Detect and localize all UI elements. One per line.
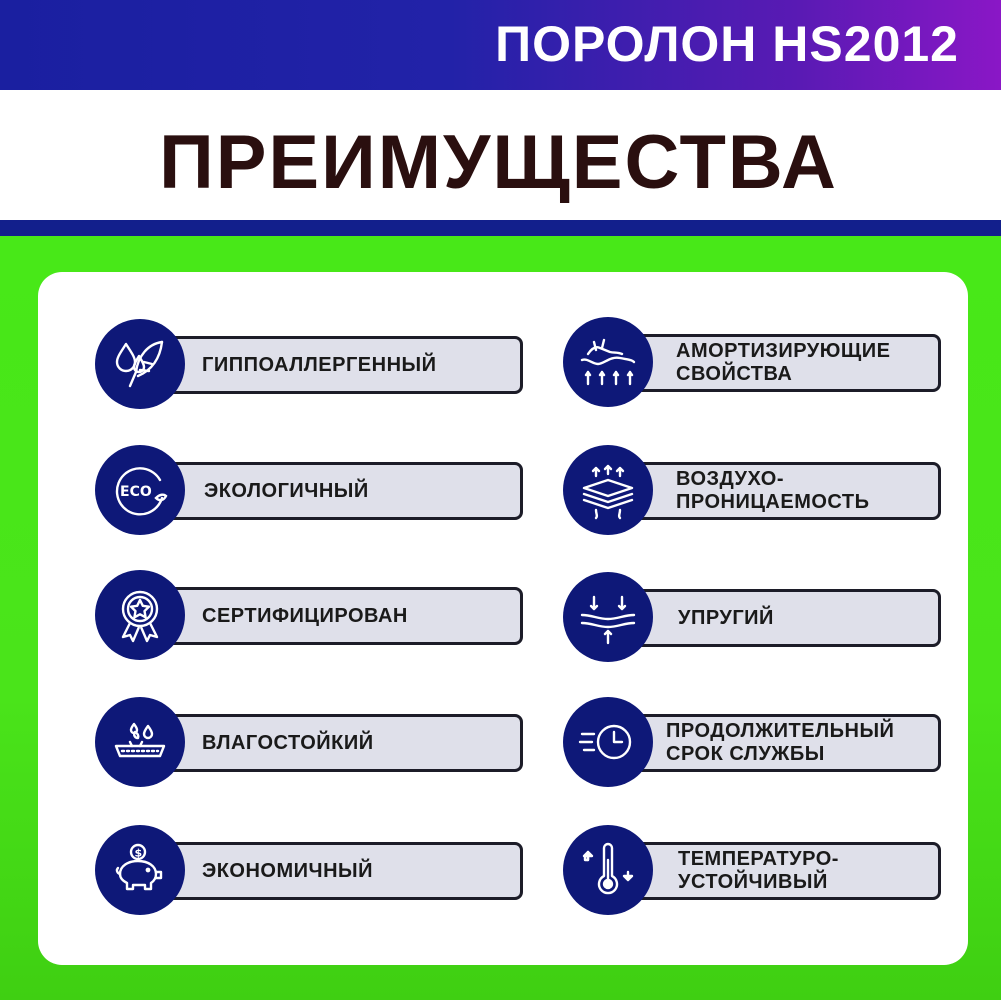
water-resistant-icon bbox=[95, 697, 185, 787]
thermometer-icon bbox=[563, 825, 653, 915]
feature-label: СЕРТИФИЦИРОВАН bbox=[202, 604, 408, 627]
feature-water-resistant bbox=[95, 697, 470, 787]
feature-pill bbox=[159, 336, 523, 394]
feature-label: УПРУГИЙ bbox=[678, 606, 774, 629]
feature-cushioning bbox=[563, 317, 943, 407]
feature-certified bbox=[95, 570, 470, 660]
feature-ecological bbox=[95, 445, 470, 535]
feature-economical bbox=[95, 825, 470, 915]
feature-breathable bbox=[563, 445, 943, 535]
page-heading: ПРЕИМУЩЕСТВА bbox=[159, 120, 838, 205]
eco-icon bbox=[95, 445, 185, 535]
breathable-layers-icon bbox=[563, 445, 653, 535]
feature-label: ЭКОНОМИЧНЫЙ bbox=[202, 859, 373, 882]
feature-pill bbox=[159, 587, 523, 645]
elastic-icon bbox=[563, 572, 653, 662]
feature-label: ВОЗДУХО- ПРОНИЦАЕМОСТЬ bbox=[676, 468, 870, 513]
award-medal-icon bbox=[95, 570, 185, 660]
feature-pill bbox=[627, 334, 941, 392]
svg-text:$: $ bbox=[134, 846, 143, 860]
feature-pill bbox=[627, 589, 941, 647]
feature-label: ТЕМПЕРАТУРО- УСТОЙЧИВЫЙ bbox=[678, 848, 839, 893]
feature-label: ГИППОАЛЛЕРГЕННЫЙ bbox=[202, 353, 437, 376]
feature-pill bbox=[627, 462, 941, 520]
fast-clock-icon bbox=[563, 697, 653, 787]
product-title: ПОРОЛОН HS2012 bbox=[495, 16, 959, 72]
features-card bbox=[38, 272, 968, 965]
feature-label: ЭКОЛОГИЧНЫЙ bbox=[204, 479, 369, 502]
heading-divider bbox=[0, 220, 1001, 236]
drops-feather-icon bbox=[95, 319, 185, 409]
feature-pill bbox=[159, 842, 523, 900]
feature-label: ВЛАГОСТОЙКИЙ bbox=[202, 731, 374, 754]
feature-long-service bbox=[563, 697, 943, 787]
feature-pill bbox=[159, 462, 523, 520]
feature-label: ПРОДОЛЖИТЕЛЬНЫЙ СРОК СЛУЖБЫ bbox=[666, 720, 895, 765]
feature-label: АМОРТИЗИРУЮЩИЕ СВОЙСТВА bbox=[676, 340, 891, 385]
svg-text:ECO: ECO bbox=[120, 484, 152, 500]
piggy-bank-icon bbox=[95, 825, 185, 915]
feature-pill bbox=[627, 714, 941, 772]
cushion-hand-icon bbox=[563, 317, 653, 407]
feature-temperature-resistant bbox=[563, 825, 943, 915]
feature-hypoallergenic bbox=[95, 319, 470, 409]
feature-elastic bbox=[563, 572, 943, 662]
feature-pill bbox=[159, 714, 523, 772]
feature-pill bbox=[627, 842, 941, 900]
